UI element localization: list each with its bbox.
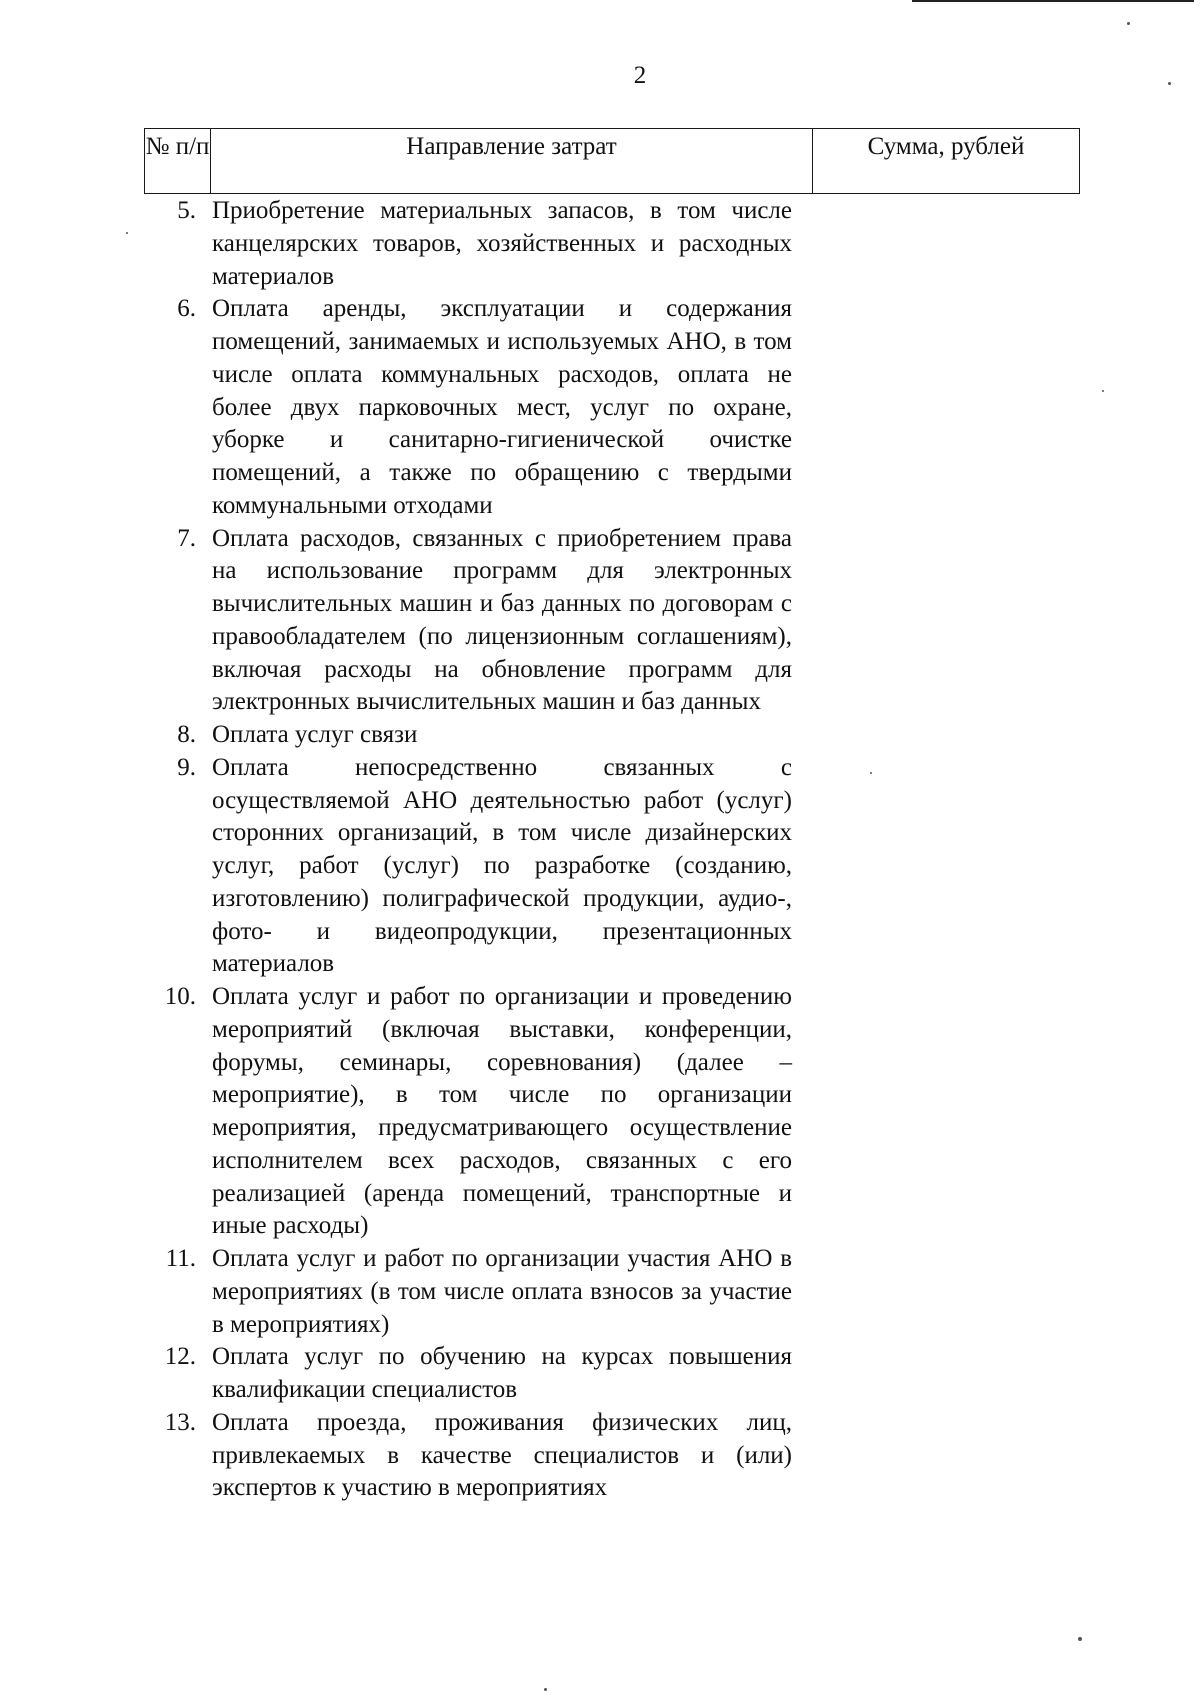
scan-speck <box>126 232 128 234</box>
row-text: Оплата услуг по обучению на курсах повышения квалификации специалистов <box>212 1343 792 1403</box>
page-number: 2 <box>633 62 647 89</box>
table-row <box>144 523 804 720</box>
row-text: Оплата услуг и работ по организации участия АНО в мероприятиях (в том числе оплата взносов за участие в мероприятиях) <box>212 1245 792 1338</box>
row-number: 10. <box>164 983 196 1010</box>
row-text: Оплата аренды, эксплуатации и содержания помещений, занимаемых и используемых АНО, в том числе оплата коммунальных расходов, оплата не более двух парковочных мест, услуг по охране, уборке и санитарно-гигиенической очистке помещений, а также по обращению с твердыми коммунальными отходами <box>212 295 792 519</box>
row-text: Оплата услуг и работ по организации и проведению мероприятий (включая выставки, конференции, форумы, семинары, соревнования) (далее – мероприятие), в том числе по организации мероприятия, предусматривающего осуществление исполнителем всех расходов, связанных с его реализацией (аренда помещений, транспортные и иные расходы) <box>212 983 792 1240</box>
scan-speck <box>1168 82 1171 85</box>
row-text: Приобретение материальных запасов, в том числе канцелярских товаров, хозяйственных и расходных материалов <box>212 197 792 290</box>
scan-speck <box>1078 1637 1082 1641</box>
row-number: 9. <box>177 753 196 781</box>
table-body <box>144 195 804 1505</box>
row-text: Оплата расходов, связанных с приобретением права на использование программ для электронных вычислительных машин и баз данных по договорам с правообладателем (по лицензионным соглашениям), включая расходы на обновление программ для электронных вычислительных машин и баз данных <box>212 524 792 716</box>
table-row <box>144 981 804 1243</box>
row-number: 6. <box>177 295 196 323</box>
table-row <box>144 1243 804 1341</box>
row-number: 11. <box>165 1245 196 1272</box>
header-direction: Направление затрат <box>211 129 813 193</box>
row-number: 7. <box>177 524 196 552</box>
table-row <box>144 293 804 522</box>
scan-speck <box>544 1688 547 1691</box>
table-row <box>144 195 804 293</box>
row-number: 12. <box>164 1343 196 1371</box>
row-text: Оплата проезда, проживания физических лиц, привлекаемых в качестве специалистов и (или) экспертов к участию в мероприятиях <box>212 1408 792 1502</box>
row-number: 8. <box>177 721 196 748</box>
header-sum: Сумма, рублей <box>867 133 1025 160</box>
table-row <box>144 752 804 981</box>
row-number: 13. <box>164 1408 196 1436</box>
scan-speck <box>1102 390 1104 392</box>
scan-speck <box>870 772 872 774</box>
table-row <box>144 1407 804 1505</box>
header-number: № п/п <box>145 129 211 193</box>
row-number: 5. <box>177 197 196 224</box>
row-text: Оплата услуг связи <box>212 721 418 748</box>
table-row <box>144 1341 804 1407</box>
table-row <box>144 719 804 752</box>
top-edge-rule <box>912 0 1194 2</box>
scan-speck <box>1127 22 1130 25</box>
row-text: Оплата непосредственно связанных с осуществляемой АНО деятельностью работ (услуг) сторонних организаций, в том числе дизайнерских услуг, работ (услуг) по разработке (созданию, изготовлению) полиграфической продукции, аудио-, фото- и видеопродукции, презентационных материалов <box>212 753 792 978</box>
table-header <box>144 128 1080 194</box>
